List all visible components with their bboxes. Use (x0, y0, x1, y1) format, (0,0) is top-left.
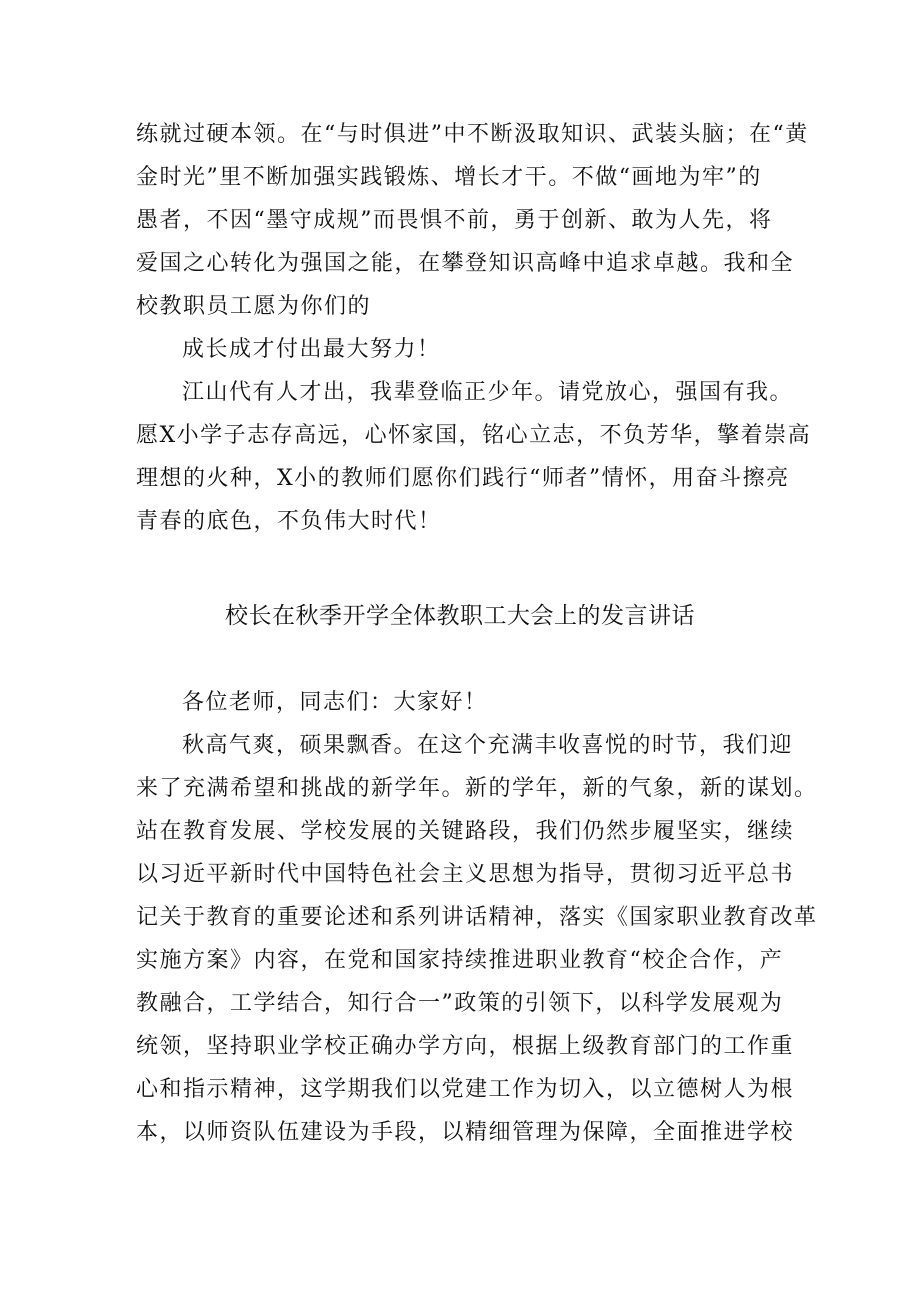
text-line: 统领，坚持职业学校正确办学方向，根据上级教育部门的工作重 (136, 1034, 795, 1059)
text-line: 江山代有人才出，我辈登临正少年。请党放心，强国有我。 (182, 380, 794, 405)
text-line: 实施方案》内容，在党和国家持续推进职业教育“校企合作，产 (136, 948, 784, 973)
paragraph-opening (136, 724, 818, 1154)
text-line: 练就过硬本领。在“与时俱进”中不断汲取知识、武装头脑；在“黄 (136, 122, 809, 147)
text-line: 青春的底色，不负伟大时代！ (136, 509, 442, 534)
paragraph-single-line (136, 328, 796, 371)
paragraph-continuation (136, 113, 809, 328)
speech-title: 校长在秋季开学全体教职工大会上的发言讲话 (225, 603, 695, 629)
text-line: 各位老师，同志们：大家好！ (182, 690, 488, 715)
text-line: 校教职员工愿为你们的 (136, 294, 372, 319)
text-line: 本，以师资队伍建设为手段，以精细管理为保障，全面推进学校 (136, 1120, 795, 1145)
text-line: 来了充满希望和挑战的新学年。新的学年，新的气象，新的谋划。 (136, 776, 818, 801)
text-line: 愿X小学子志存高远，心怀家国，铭心立志，不负芳华，擎着崇高 (136, 423, 812, 448)
text-line: 以习近平新时代中国特色社会主义思想为指导，贯彻习近平总书 (136, 862, 795, 887)
text-line: 爱国之心转化为强国之能，在攀登知识高峰中追求卓越。我和全 (136, 251, 795, 276)
text-line: 金时光”里不断加强实践锻炼、增长才干。不做“画地为牢”的 (136, 165, 762, 190)
text-line: 教融合，工学结合，知行合一”政策的引领下，以科学发展观为 (136, 991, 784, 1016)
text-line: 心和指示精神，这学期我们以党建工作为切入，以立德树人为根 (136, 1077, 795, 1102)
text-line: 秋高气爽，硕果飘香。在这个充满丰收喜悦的时节，我们迎 (182, 733, 794, 758)
greeting (136, 681, 796, 724)
text-line: 成长成才付出最大努力！ (182, 337, 441, 362)
text-line: 记关于教育的重要论述和系列讲话精神，落实《国家职业教育改革 (136, 905, 818, 930)
text-line: 站在教育发展、学校发展的关键路段，我们仍然步履坚实，继续 (136, 819, 795, 844)
paragraph-closing (136, 371, 812, 543)
text-line: 理想的火种，X小的教师们愿你们践行“师者”情怀，用奋斗擦亮 (136, 466, 790, 491)
text-line: 愚者，不因“墨守成规”而畏惧不前，勇于创新、敢为人先，将 (136, 208, 773, 233)
